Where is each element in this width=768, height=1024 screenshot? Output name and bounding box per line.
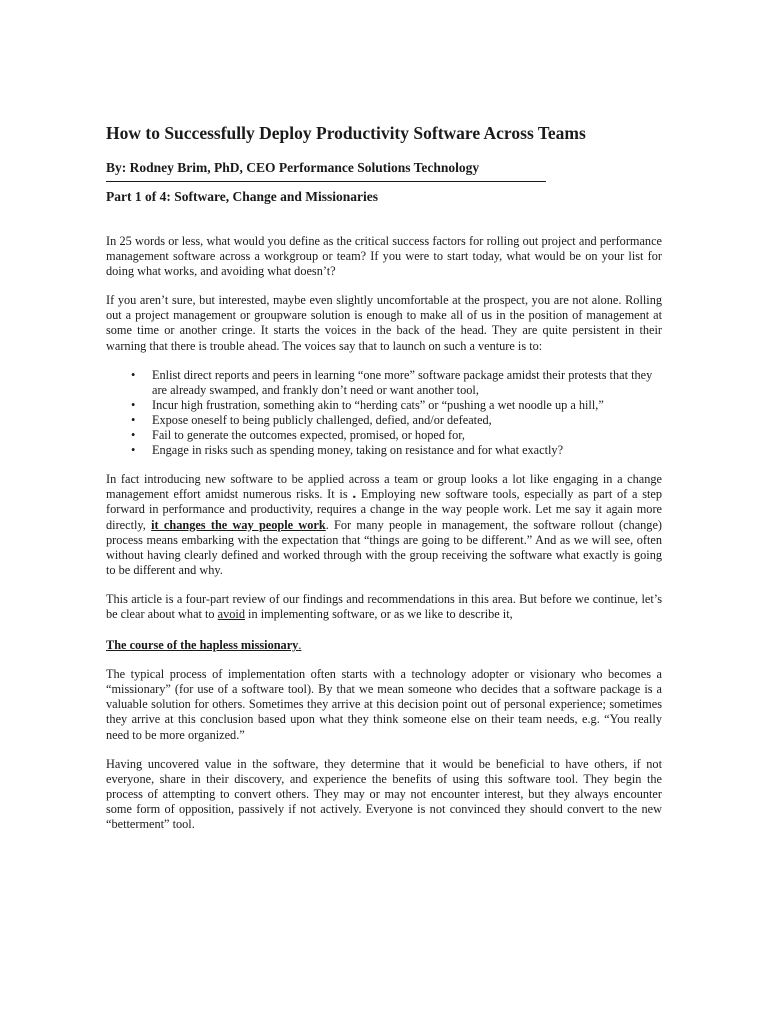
risk-list — [106, 368, 662, 459]
document-page — [106, 122, 662, 832]
underlined-word: avoid — [217, 606, 245, 621]
author-byline: By: Rodney Brim, PhD, CEO Performance Solutions Technology — [106, 160, 480, 175]
bullet-icon: • — [131, 428, 136, 443]
paragraph-text: in implementing software, or as we like to describe it, — [244, 606, 513, 621]
paragraph-missionary: The typical process of implementation often starts with a technology adopter or visionary who becomes a “missionary” (for use of a software tool). By that we mean someone who decides that a software package is a valuable solution for others. Sometimes they arrive at this decision point out of personal experience; sometimes they arrive at this conclusion based upon what they think someone else on their team needs, e.g. “You really need to be more organized.” — [106, 667, 662, 742]
list-item — [106, 368, 662, 398]
paragraph-text: . For many people in management, the software rollout (change) process means embarking with the expectation that “things are going to be different.” And as we will see, often without having clearly defined and worked through with the group receiving the software what exactly is going to be different and why. — [106, 517, 663, 577]
part-heading: Part 1 of 4: Software, Change and Missionaries — [106, 189, 378, 204]
section-heading — [106, 638, 662, 653]
paragraph-conversion: Having uncovered value in the software, they determine that it would be beneficial to have others, if not everyone, share in their discovery, and experience the benefits of using this software tool. They begin the process of attempting to convert others. They may or may not encounter interest, but they always encounter some form of opposition, passively if not actively. Everyone is not convinced they should convert to the new “betterment” tool. — [106, 756, 662, 831]
list-item — [106, 413, 662, 428]
list-item — [106, 428, 662, 443]
list-item-text: Incur high frustration, something akin to “herding cats” or “pushing a wet noodle up a hill,” — [152, 397, 604, 412]
list-item — [106, 443, 662, 458]
emphasis-dot: . — [352, 486, 357, 503]
paragraph-article-overview — [106, 592, 662, 622]
heading-period: . — [298, 638, 302, 653]
bullet-icon: • — [131, 397, 136, 412]
paragraph-text: In fact introducing new software to be applied across a team or group looks a lot like engaging in a change management effort amidst numerous risks. It is — [106, 472, 662, 502]
list-item-text: Expose oneself to being publicly challenged, defied, and/or defeated, — [152, 412, 492, 427]
section-heading-text: The course of the hapless missionary — [106, 638, 299, 653]
paragraph-change-management — [106, 472, 662, 578]
list-item — [106, 398, 662, 413]
emphasized-phrase: it changes the way people work — [151, 517, 326, 532]
bullet-icon: • — [131, 412, 136, 427]
paragraph-uncertainty: If you aren’t sure, but interested, maybe even slightly uncomfortable at the prospect, you are not alone. Rolling out a project management or groupware solution is enough to make all of us in the position of management at some time or another cringe. It starts the voices in the back of the head. They are quite persistent in their warning that there is trouble ahead. The voices say that to launch on such a venture is to: — [106, 293, 662, 353]
paragraph-text: This article is a four-part review of our findings and recommendations in this area. But before we continue, let’s be clear about what to — [106, 591, 662, 621]
document-title: How to Successfully Deploy Productivity Software Across Teams — [106, 123, 586, 143]
list-item-text: Engage in risks such as spending money, taking on resistance and for what exactly? — [152, 443, 564, 458]
byline-divider — [106, 181, 546, 182]
paragraph-intro: In 25 words or less, what would you define as the critical success factors for rolling out project and performance management software across a workgroup or team? If you were to start today, what would be on your list for doing what works, and avoiding what doesn’t? — [106, 234, 662, 279]
list-item-text: Enlist direct reports and peers in learning “one more” software package amidst their protests that they are already swamped, and frankly don’t need or want another tool, — [152, 367, 653, 397]
paragraph-text: Employing new software tools, especially as part of a step forward in performance and productivity, requires a change in the way people work. Let me say it again more directly, — [106, 487, 662, 532]
bullet-icon: • — [131, 367, 136, 382]
bullet-icon: • — [131, 443, 136, 458]
list-item-text: Fail to generate the outcomes expected, promised, or hoped for, — [152, 428, 465, 443]
